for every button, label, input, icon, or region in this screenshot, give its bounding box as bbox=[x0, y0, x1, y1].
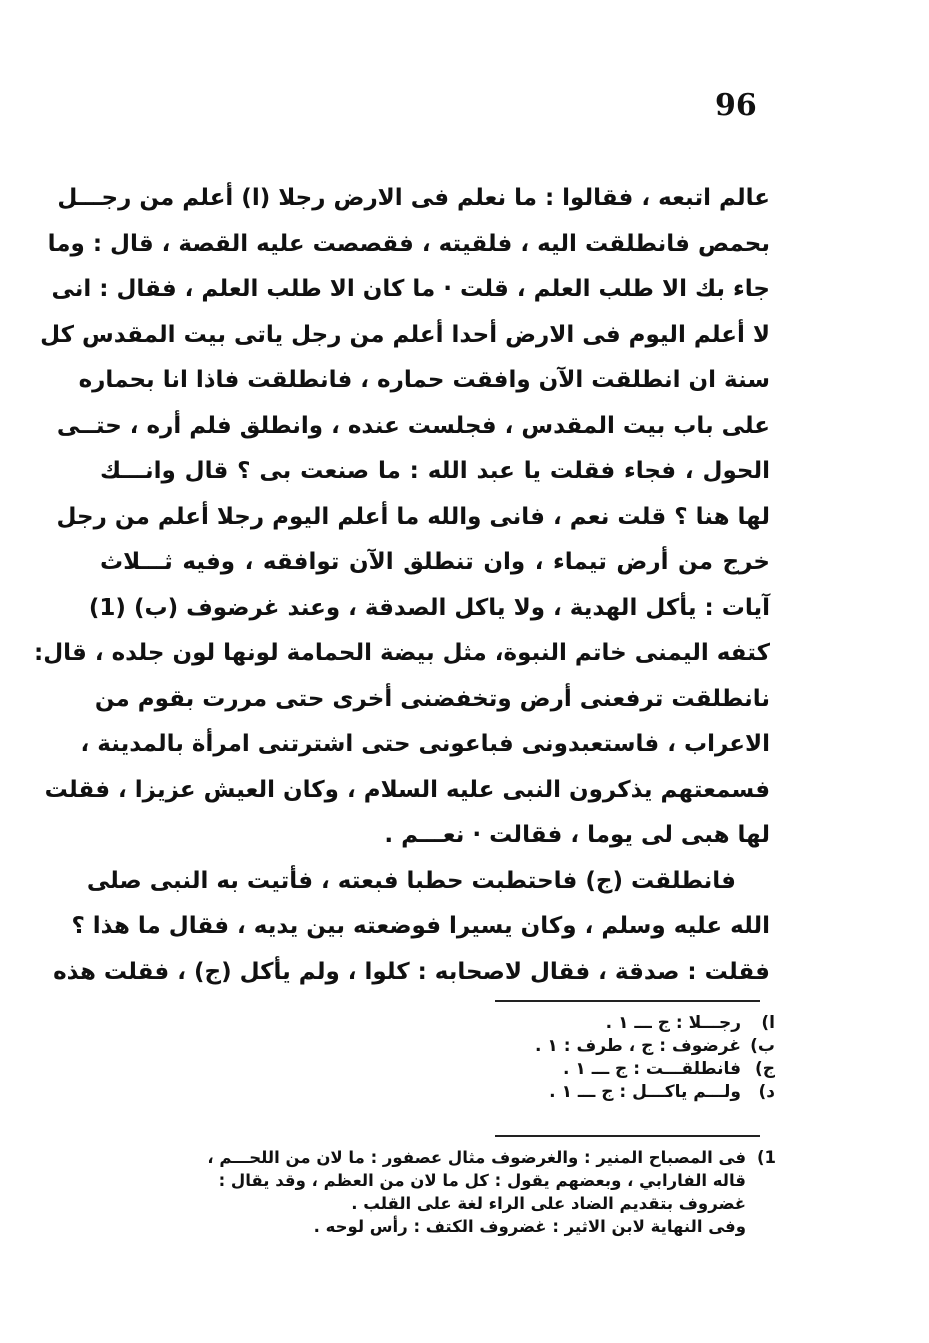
footnote-line bbox=[96, 1169, 776, 1192]
text-line: نانطلقت ترفعنى أرض وتخفضنى أخرى حتى مررت بقوم من bbox=[94, 685, 770, 712]
variant-marker: ب) bbox=[750, 1036, 775, 1056]
variant-text: رجـــلا : ج ـــ ١ . bbox=[605, 1013, 741, 1033]
main-text bbox=[34, 176, 770, 995]
variant-marker: ج) bbox=[754, 1059, 775, 1079]
text-line: عالم اتبعه ، فقالوا : ما نعلم فى الارض رجلا (ا) أعلم من رجـــل bbox=[57, 185, 770, 211]
footnote-marker: 1) bbox=[756, 1148, 776, 1167]
text-line: الحول ، فجاء فقلت يا عبد الله : ما صنعت بى ؟ قال وانـــك bbox=[100, 458, 770, 484]
footnote-divider bbox=[495, 1135, 760, 1137]
paragraph-start-line: فانطلقت (ج) فاحتطبت حطبا فبعته ، فأتيت به النبى صلى bbox=[86, 867, 736, 894]
text-line: فقلت : صدقة ، فقال لاصحابه : كلوا ، ولم يأكل (ج) ، فقلت هذه bbox=[53, 958, 770, 985]
footnote-text: غضروف بتقديم الضاد على الراء لغة على القلب . bbox=[351, 1194, 746, 1213]
text-line: كتفه اليمنى خاتم النبوة، مثل بيضة الحمامة لونها لون جلده ، قال: bbox=[34, 640, 770, 666]
text-line: لها هنا ؟ قلت نعم ، فانى والله ما أعلم اليوم رجلا أعلم من رجل bbox=[56, 503, 770, 530]
text-line: لها هبى لى يوما ، فقالت · نعـــم . bbox=[384, 822, 770, 848]
text-line: الاعراب ، فاستعبدونى فباعونى حتى اشترتنى امرأة بالمدينة ، bbox=[80, 731, 770, 757]
variant-text: فانطلقـــت : ج ـــ ١ . bbox=[563, 1059, 741, 1079]
text-line: على باب بيت المقدس ، فجلست عنده ، وانطلق فلم أره ، حتــى bbox=[56, 412, 770, 439]
variant-marker: ا) bbox=[761, 1013, 775, 1033]
footnote-line bbox=[96, 1146, 776, 1169]
text-line: سنة ان انطلقت الآن وافقت حماره ، فانطلقت فاذا انا بحماره bbox=[78, 367, 770, 393]
footnote-text: فى المصباح المنير : والغرضوف مثال عصفور : ما لان من اللحـــم ، bbox=[207, 1148, 746, 1167]
footnote-marker-spacer bbox=[746, 1192, 776, 1215]
text-line: فسمعتهم يذكرون النبى عليه السلام ، وكان العيش عزيزا ، فقلت bbox=[44, 776, 770, 803]
text-line: خرج من أرض تيماء ، وان تنطلق الآن توافقه ، وفيه ثـــلاث bbox=[100, 549, 770, 575]
variant-note bbox=[430, 1035, 775, 1058]
variant-note bbox=[430, 1012, 775, 1035]
page-number: 96 bbox=[715, 88, 757, 123]
footnote-marker-spacer bbox=[746, 1215, 776, 1238]
variant-marker: د) bbox=[758, 1082, 775, 1102]
text-line: الله عليه وسلم ، وكان يسيرا فوضعته بين يديه ، فقال ما هذا ؟ bbox=[71, 913, 770, 939]
footnote-text: وفى النهاية لابن الاثير : غضروف الكتف : رأس لوحه . bbox=[313, 1217, 746, 1236]
variants-divider bbox=[495, 1000, 760, 1002]
text-line: آيات : يأكل الهدية ، ولا ياكل الصدقة ، وعند غرضوف (ب) (1) bbox=[88, 594, 770, 621]
text-line: لا أعلم اليوم فى الارض أحدا أعلم من رجل ياتى بيت المقدس كل bbox=[40, 321, 770, 348]
variant-text: ولـــم ياكـــل : ج ـــ ١ . bbox=[549, 1082, 741, 1102]
variant-note bbox=[430, 1058, 775, 1081]
footnote bbox=[96, 1146, 776, 1238]
footnote-marker-spacer bbox=[746, 1169, 776, 1192]
text-line: بحمص فانطلقت اليه ، فلقيته ، فقصصت عليه القصة ، قال : وما bbox=[47, 230, 770, 257]
variant-text: غرضوف : ج ، طرف : ١ . bbox=[535, 1036, 741, 1056]
variant-notes bbox=[430, 1012, 775, 1104]
footnote-line bbox=[96, 1215, 776, 1238]
footnote-line bbox=[96, 1192, 776, 1215]
text-line: جاء بك الا طلب العلم ، قلت · ما كان الا طلب العلم ، فقال : انى bbox=[51, 276, 770, 302]
footnote-text: قاله الفارابي ، وبعضهم يقول : كل ما لان من العظم ، وقد يقال : bbox=[218, 1171, 746, 1190]
variant-note bbox=[430, 1081, 775, 1104]
